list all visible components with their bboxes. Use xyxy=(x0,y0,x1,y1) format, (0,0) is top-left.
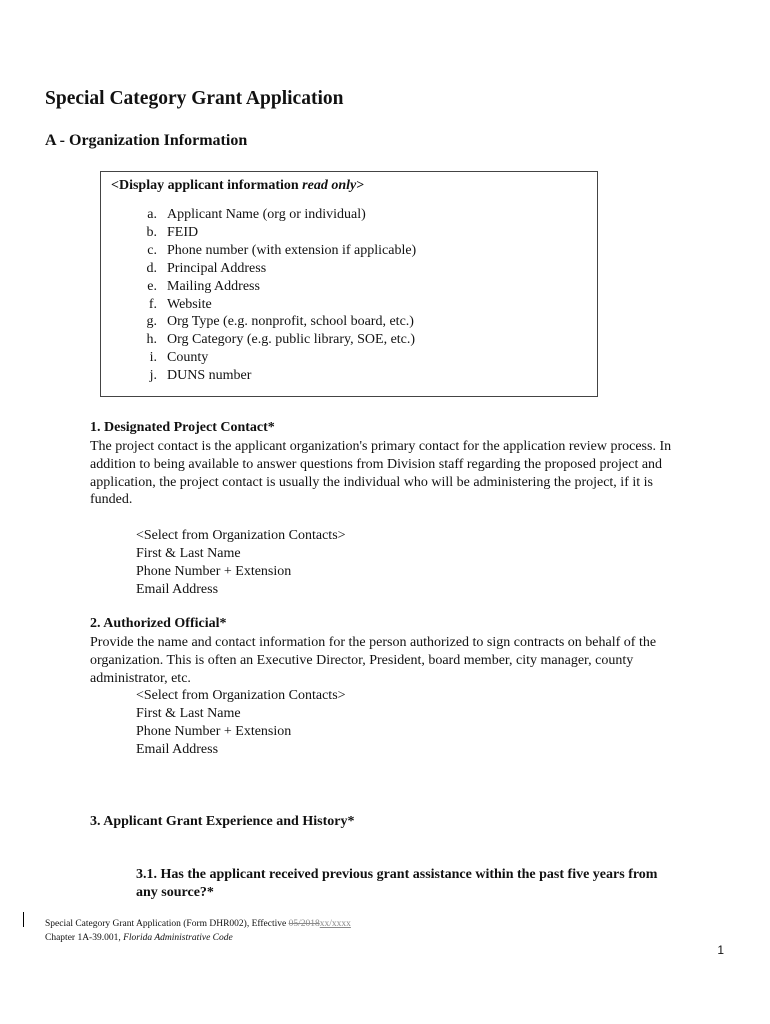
info-box-title: <Display applicant information read only> xyxy=(111,178,365,193)
list-item: d. Principal Address xyxy=(146,260,267,276)
official-email-field: Email Address xyxy=(136,742,219,757)
list-item: b. FEID xyxy=(146,224,199,240)
designated-contact-heading: 1. Designated Project Contact* xyxy=(90,420,275,435)
official-name-field: First & Last Name xyxy=(136,706,241,721)
page-title: Special Category Grant Application xyxy=(45,88,344,109)
deleted-date: 05/2018 xyxy=(288,919,320,929)
list-item: e. Mailing Address xyxy=(147,278,260,294)
designated-contact-fields xyxy=(136,527,346,599)
authorized-official-description: Provide the name and contact information for the person authorized to sign contracts on behalf of the organization. This is often an Executive Director, President, board member, city manager, county administrator, etc. xyxy=(90,635,657,686)
list-item: f. Website xyxy=(148,296,212,312)
list-item: c. Phone number (with extension if applicable) xyxy=(147,242,417,258)
designated-contact-description: The project contact is the applicant organization's primary contact for the application review process. In addition to being available to answer questions from Division staff regarding the proposed project and application, the project contact is usually the individual who will be administering the project, if it is funded. xyxy=(90,439,672,508)
contact-email-field: Email Address xyxy=(136,582,219,597)
authorized-official-heading: 2. Authorized Official* xyxy=(90,616,227,631)
inserted-date: xx/xxxx xyxy=(319,919,351,929)
list-item: j. DUNS number xyxy=(149,368,252,384)
grant-experience-heading: 3. Applicant Grant Experience and History* xyxy=(90,814,355,829)
authorized-official-fields xyxy=(136,687,346,759)
list-item: h. Org Category (e.g. public library, SOE, etc.) xyxy=(146,332,416,348)
list-item: a. Applicant Name (org or individual) xyxy=(147,207,366,222)
footer-code-line: Chapter 1A-39.001, Florida Administrative Code xyxy=(45,933,233,943)
contact-select-field: <Select from Organization Contacts> xyxy=(136,528,346,543)
section-heading-organization-information: A - Organization Information xyxy=(45,132,248,149)
official-select-field: <Select from Organization Contacts> xyxy=(136,688,346,703)
official-phone-field: Phone Number + Extension xyxy=(136,724,292,739)
page-footer xyxy=(45,917,351,945)
applicant-info-box xyxy=(100,171,598,397)
contact-phone-field: Phone Number + Extension xyxy=(136,564,292,579)
applicant-info-list xyxy=(135,206,416,385)
list-item: i. County xyxy=(149,350,209,366)
contact-name-field: First & Last Name xyxy=(136,546,241,561)
footer-form-line: Special Category Grant Application (Form DHR002), Effective 05/2018xx/xxxx xyxy=(45,919,351,929)
revision-bar xyxy=(23,912,24,927)
page-number: 1 xyxy=(717,943,724,957)
list-item: g. Org Type (e.g. nonprofit, school board, etc.) xyxy=(146,314,414,330)
previous-grant-question: 3.1. Has the applicant received previous grant assistance within the past five years from any source?* xyxy=(136,867,658,900)
